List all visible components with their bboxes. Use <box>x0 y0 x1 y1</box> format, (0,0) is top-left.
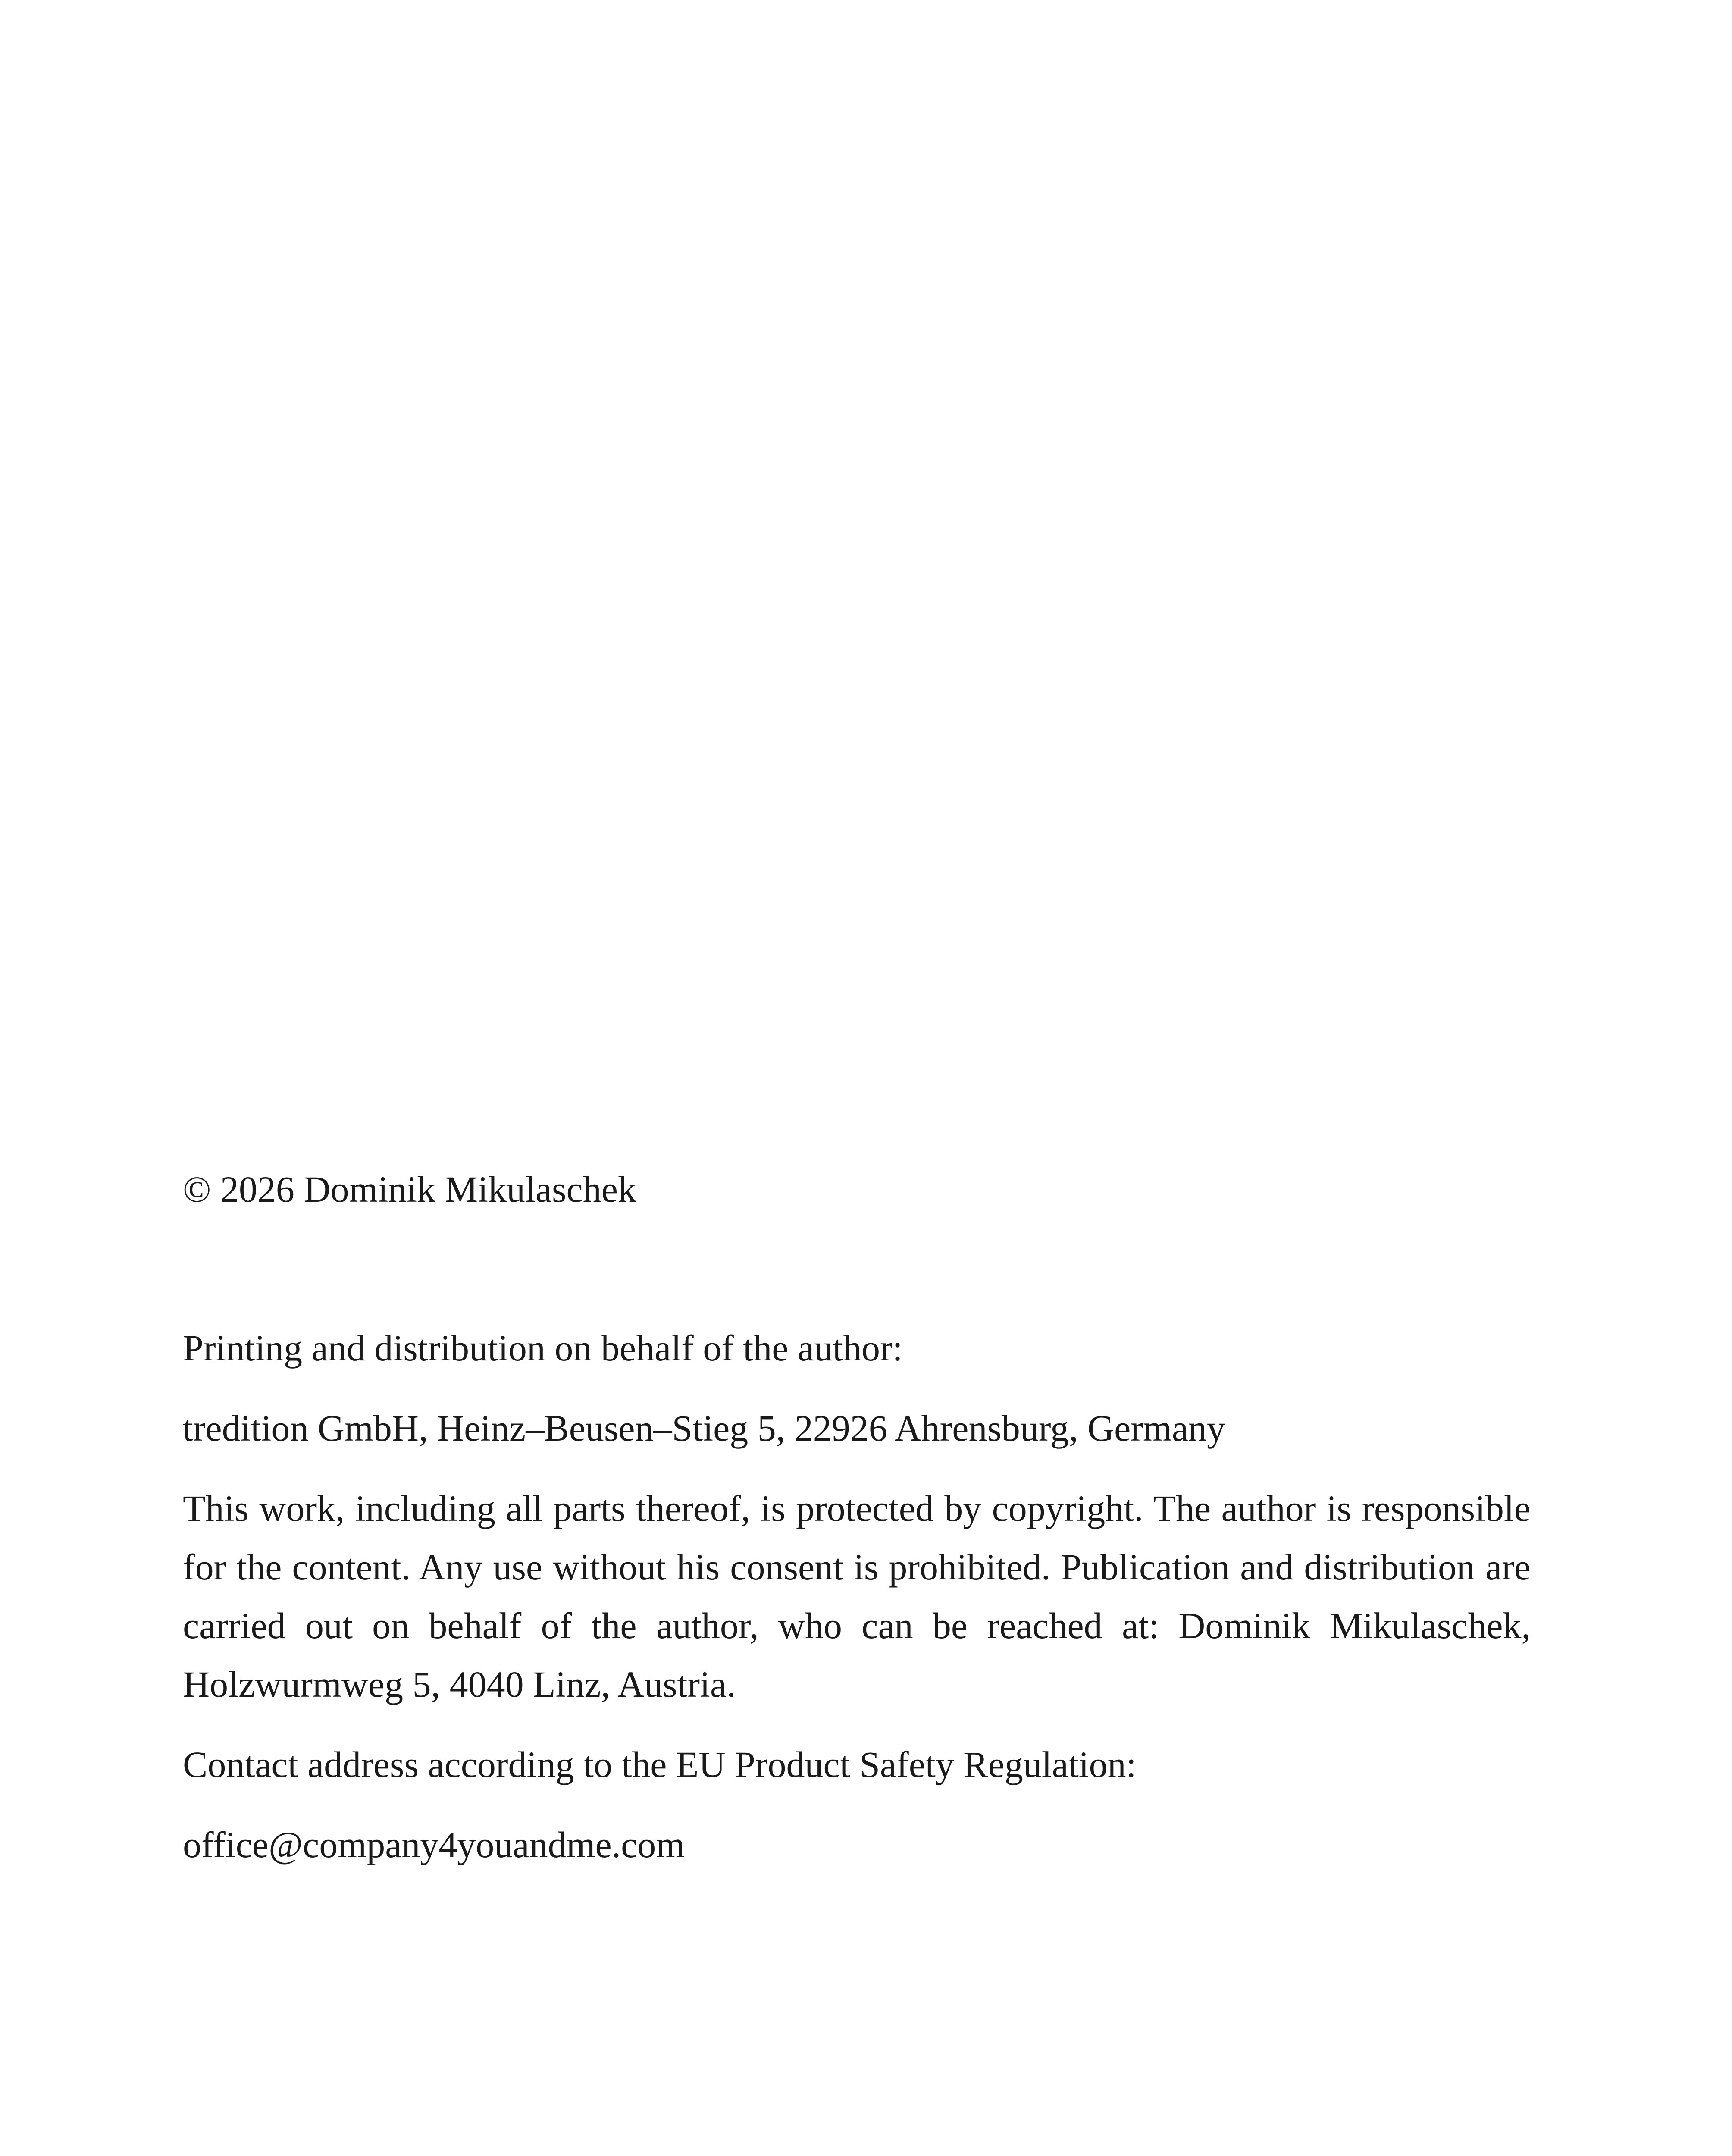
contact-email: office@company4youandme.com <box>183 1824 685 1865</box>
legal-notice-paragraph: This work, including all parts thereof, is protected by copyright. The author is responsible for the content. Any use without his consent is prohibited. Publication and distribution are carried out on behalf of the author, who can be reached at: Dominik Mikulaschek, Holzwurmweg 5, 4040 Linz, Austria. <box>183 1488 1531 1705</box>
printing-distribution-heading: Printing and distribution on behalf of the author: <box>183 1327 903 1369</box>
copyright-line: © 2026 Dominik Mikulaschek <box>183 1169 636 1210</box>
publisher-address: tredition GmbH, Heinz–Beusen–Stieg 5, 22926 Ahrensburg, Germany <box>183 1407 1225 1449</box>
contact-address-heading: Contact address according to the EU Product Safety Regulation: <box>183 1744 1137 1785</box>
